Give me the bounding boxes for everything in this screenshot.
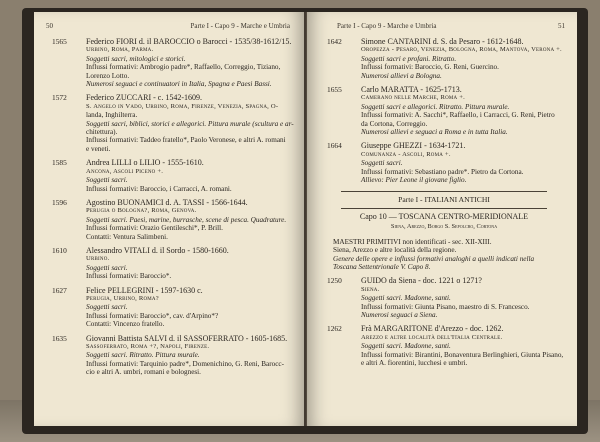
right-page — [307, 12, 577, 426]
divider — [341, 208, 547, 209]
maestri-line: Toscana Settentrionale V. Capo 8. — [333, 262, 431, 271]
entry-line: Ancona, Ascoli Piceno +. — [86, 167, 164, 175]
entry-artist-name: Federico FIORI d. il BAROCCIO o Barocci - 1535/38-1612/15. — [86, 37, 292, 46]
entry-line: Numerosi seguaci a Siena. — [361, 310, 438, 319]
catalog-entry — [321, 277, 567, 319]
catalog-entry — [46, 287, 294, 329]
entry-line: Soggetti sacri e profani. Ritratto. — [361, 54, 457, 63]
entry-year: 1642 — [327, 37, 342, 46]
entry-line: Influssi formativi: Orazio Gentileschi*, P. Brill. — [86, 224, 223, 233]
entry-artist-name: Federico ZUCCARI - c. 1542-1609. — [86, 93, 202, 103]
part-title: Parte I - ITALIANI ANTICHI — [398, 194, 490, 204]
catalog-entry — [321, 38, 567, 80]
entry-line: Soggetti sacri. — [86, 176, 128, 185]
entry-line: Influssi formativi: Ambrogio padre*, Raffaello, Correggio, Tiziano, — [86, 63, 281, 72]
entry-line: Oropezza - Pesaro, Venezia, Bologna, Roma, Mantova, Verona +. — [361, 46, 562, 54]
entry-line: Numerosi allievi e seguaci a Roma e in tutta Italia. — [361, 128, 508, 137]
maestri-title: MAESTRI PRIMITIVI non identificati - sec. XII-XIII. — [333, 237, 492, 246]
entry-line: Urbino. — [86, 255, 110, 263]
catalog-entry — [46, 247, 294, 281]
entry-line: e veneti. — [86, 144, 111, 153]
entry-line: Numerosi seguaci e continuatori in Italia, Spagna e Paesi Bassi. — [86, 80, 272, 89]
entry-line: Soggetti sacri e allegorici. Ritratto. Pittura murale. — [361, 102, 510, 111]
capo-subtitle: Siena, Arezzo, Borgo S. Sepolcro, Cortona — [390, 223, 498, 231]
entry-line: Camerano nelle Marche, Roma +. — [361, 94, 465, 102]
catalog-entry — [46, 199, 294, 241]
entry-year: 1262 — [327, 324, 342, 334]
entry-artist-name: Andrea LILLI o LILIO - 1555-1610. — [86, 158, 204, 168]
entry-artist-name: Giovanni Battista SALVI d. il SASSOFERRATO - 1605-1685. — [86, 333, 288, 343]
entry-line: Soggetti sacri. — [86, 263, 128, 272]
entry-artist-name: Felice PELLEGRINI - 1597-1630 c. — [86, 285, 203, 295]
left-column — [46, 38, 294, 383]
entry-line: Influssi formativi: Giunta Pisano, maestro di S. Francesco. — [361, 302, 530, 311]
entry-line: Sassoferrato, Roma +?, Napoli, Firenze. — [86, 343, 210, 350]
entry-line: chitettura). — [86, 128, 118, 137]
running-head-left: Parte I - Capo 9 - Marche e Umbria — [190, 22, 290, 30]
entry-line: Allievo: Pier Leone il giovane figlio. — [361, 176, 467, 185]
entry-line: Influssi formativi: Tarquinio padre*, Domenichino, G. Reni, Barocc- — [86, 359, 284, 368]
entry-artist-name: Alessandro VITALI d. il Sordo - 1580-1660. — [86, 245, 229, 255]
entry-year: 1572 — [52, 93, 67, 103]
entry-line: Soggetti sacri. Paesi, marine, burrasche, scene di pesca. Quadrature. — [86, 215, 287, 224]
entry-line: Influssi formativi: Baroccio, i Carracci, A. romani. — [86, 184, 232, 193]
catalog-entry — [46, 159, 294, 193]
entry-line: da Cortona, Correggio. — [361, 119, 428, 128]
entry-year: 1610 — [52, 245, 67, 255]
maestri-entry — [321, 238, 567, 272]
entry-line: Lorenzo Lotto. — [86, 71, 130, 80]
entry-line: S. Angelo in Vado, Urbino, Roma, Firenze, Venezia, Spagna, O- — [86, 102, 279, 110]
entry-line: Influssi formativi: A. Sacchi*, Raffaello, i Carracci, G. Reni, Pietro — [361, 111, 555, 120]
catalog-entry — [321, 325, 567, 367]
entry-year: 1655 — [327, 85, 342, 95]
entry-year: 1635 — [52, 333, 67, 343]
entry-line: Soggetti sacri. Madonne, santi. — [361, 294, 451, 303]
catalog-entry — [46, 335, 294, 377]
divider — [341, 191, 547, 192]
running-head-right: Parte I - Capo 9 - Marche e Umbria — [337, 22, 437, 30]
entry-year: 1596 — [52, 197, 67, 207]
maestri-line: Siena, Arezzo e altre località della regione. — [333, 246, 457, 255]
entry-line: Soggetti sacri. Madonne, santi. — [361, 342, 451, 351]
entry-artist-name: Giuseppe GHEZZI - 1634-1721. — [361, 141, 466, 151]
entry-line: Perugia, Urbino, Roma? — [86, 294, 159, 302]
page-number-left: 50 — [46, 22, 53, 30]
entry-line: Influssi formativi: Baroccio*. — [86, 272, 172, 281]
entry-year: 1664 — [327, 141, 342, 151]
entry-line: Influssi formativi: Baroccio, G. Reni, Guercino. — [361, 63, 499, 72]
entry-artist-name: Frà MARGARITONE d'Arezzo - doc. 1262. — [361, 324, 504, 334]
catalog-entry — [321, 86, 567, 136]
entry-artist-name: Agostino BUONAMICI d. A. TASSI - 1566-1644. — [86, 197, 248, 207]
entry-year: 1585 — [52, 158, 67, 168]
left-page — [34, 12, 304, 426]
entry-year: 1565 — [52, 37, 67, 46]
page-number-right: 51 — [558, 22, 565, 30]
entry-line: landa, Inghilterra. — [86, 111, 138, 120]
entry-line: Numerosi allievi a Bologna. — [361, 71, 442, 80]
catalog-entry — [321, 142, 567, 184]
entry-line: Perugia o Bologna?, Roma, Genova. — [86, 207, 197, 215]
entry-line: Comunanza - Ascoli, Roma +. — [361, 150, 451, 158]
entry-line: cio e altri A. umbri, romani e bolognesi. — [86, 368, 201, 377]
entry-line: Urbino, Roma, Parma. — [86, 46, 154, 54]
entry-artist-name: Simone CANTARINI d. S. da Pesaro - 1612-1648. — [361, 37, 524, 46]
entry-year: 1250 — [327, 276, 342, 286]
entry-line: Siena. — [361, 285, 380, 293]
entry-line: Influssi formativi: Sebastiano padre*. Pietro da Cortona. — [361, 167, 524, 176]
entry-year: 1627 — [52, 285, 67, 295]
entry-line: Soggetti sacri, biblici, storici e allegorici. Pittura murale (scultura e ar- — [86, 119, 294, 128]
entry-line: Influssi formativi: Baroccio*, cav. d'Arpino*? — [86, 311, 219, 320]
catalog-entry — [46, 94, 294, 153]
entry-line: e altri A. fiorentini, lucchesi e umbri. — [361, 359, 468, 367]
entry-line: Soggetti sacri. — [361, 159, 403, 168]
right-column — [321, 38, 567, 373]
entry-line: Soggetti sacri. — [86, 303, 128, 312]
entry-artist-name: Carlo MARATTA - 1625-1713. — [361, 85, 462, 95]
entry-artist-name: GUIDO da Siena - doc. 1221 o 1271? — [361, 276, 482, 286]
capo-title: Capo 10 — TOSCANA CENTRO-MERIDIONALE — [359, 211, 529, 221]
entry-line: Soggetti sacri, mitologici e storici. — [86, 54, 186, 63]
entry-line: Contatti: Vincenzo fratello. — [86, 320, 165, 329]
entry-line: Influssi formativi: Taddeo fratello*, Paolo Veronese, e altri A. romani — [86, 136, 286, 145]
catalog-entry — [46, 38, 294, 88]
maestri-line: Genere delle opere e influssi formativi analoghi a quelli indicati nella — [333, 254, 535, 263]
entry-line: Soggetti sacri. Ritratto. Pittura murale. — [86, 351, 200, 360]
entry-line: Influssi formativi: Birantini, Bonaventura Berlinghieri, Giunta Pisano, — [361, 350, 564, 359]
entry-line: Arezzo e altre località dell'Italia Centrale. — [361, 333, 503, 341]
entry-line: Contatti: Ventura Salimbeni. — [86, 232, 168, 241]
